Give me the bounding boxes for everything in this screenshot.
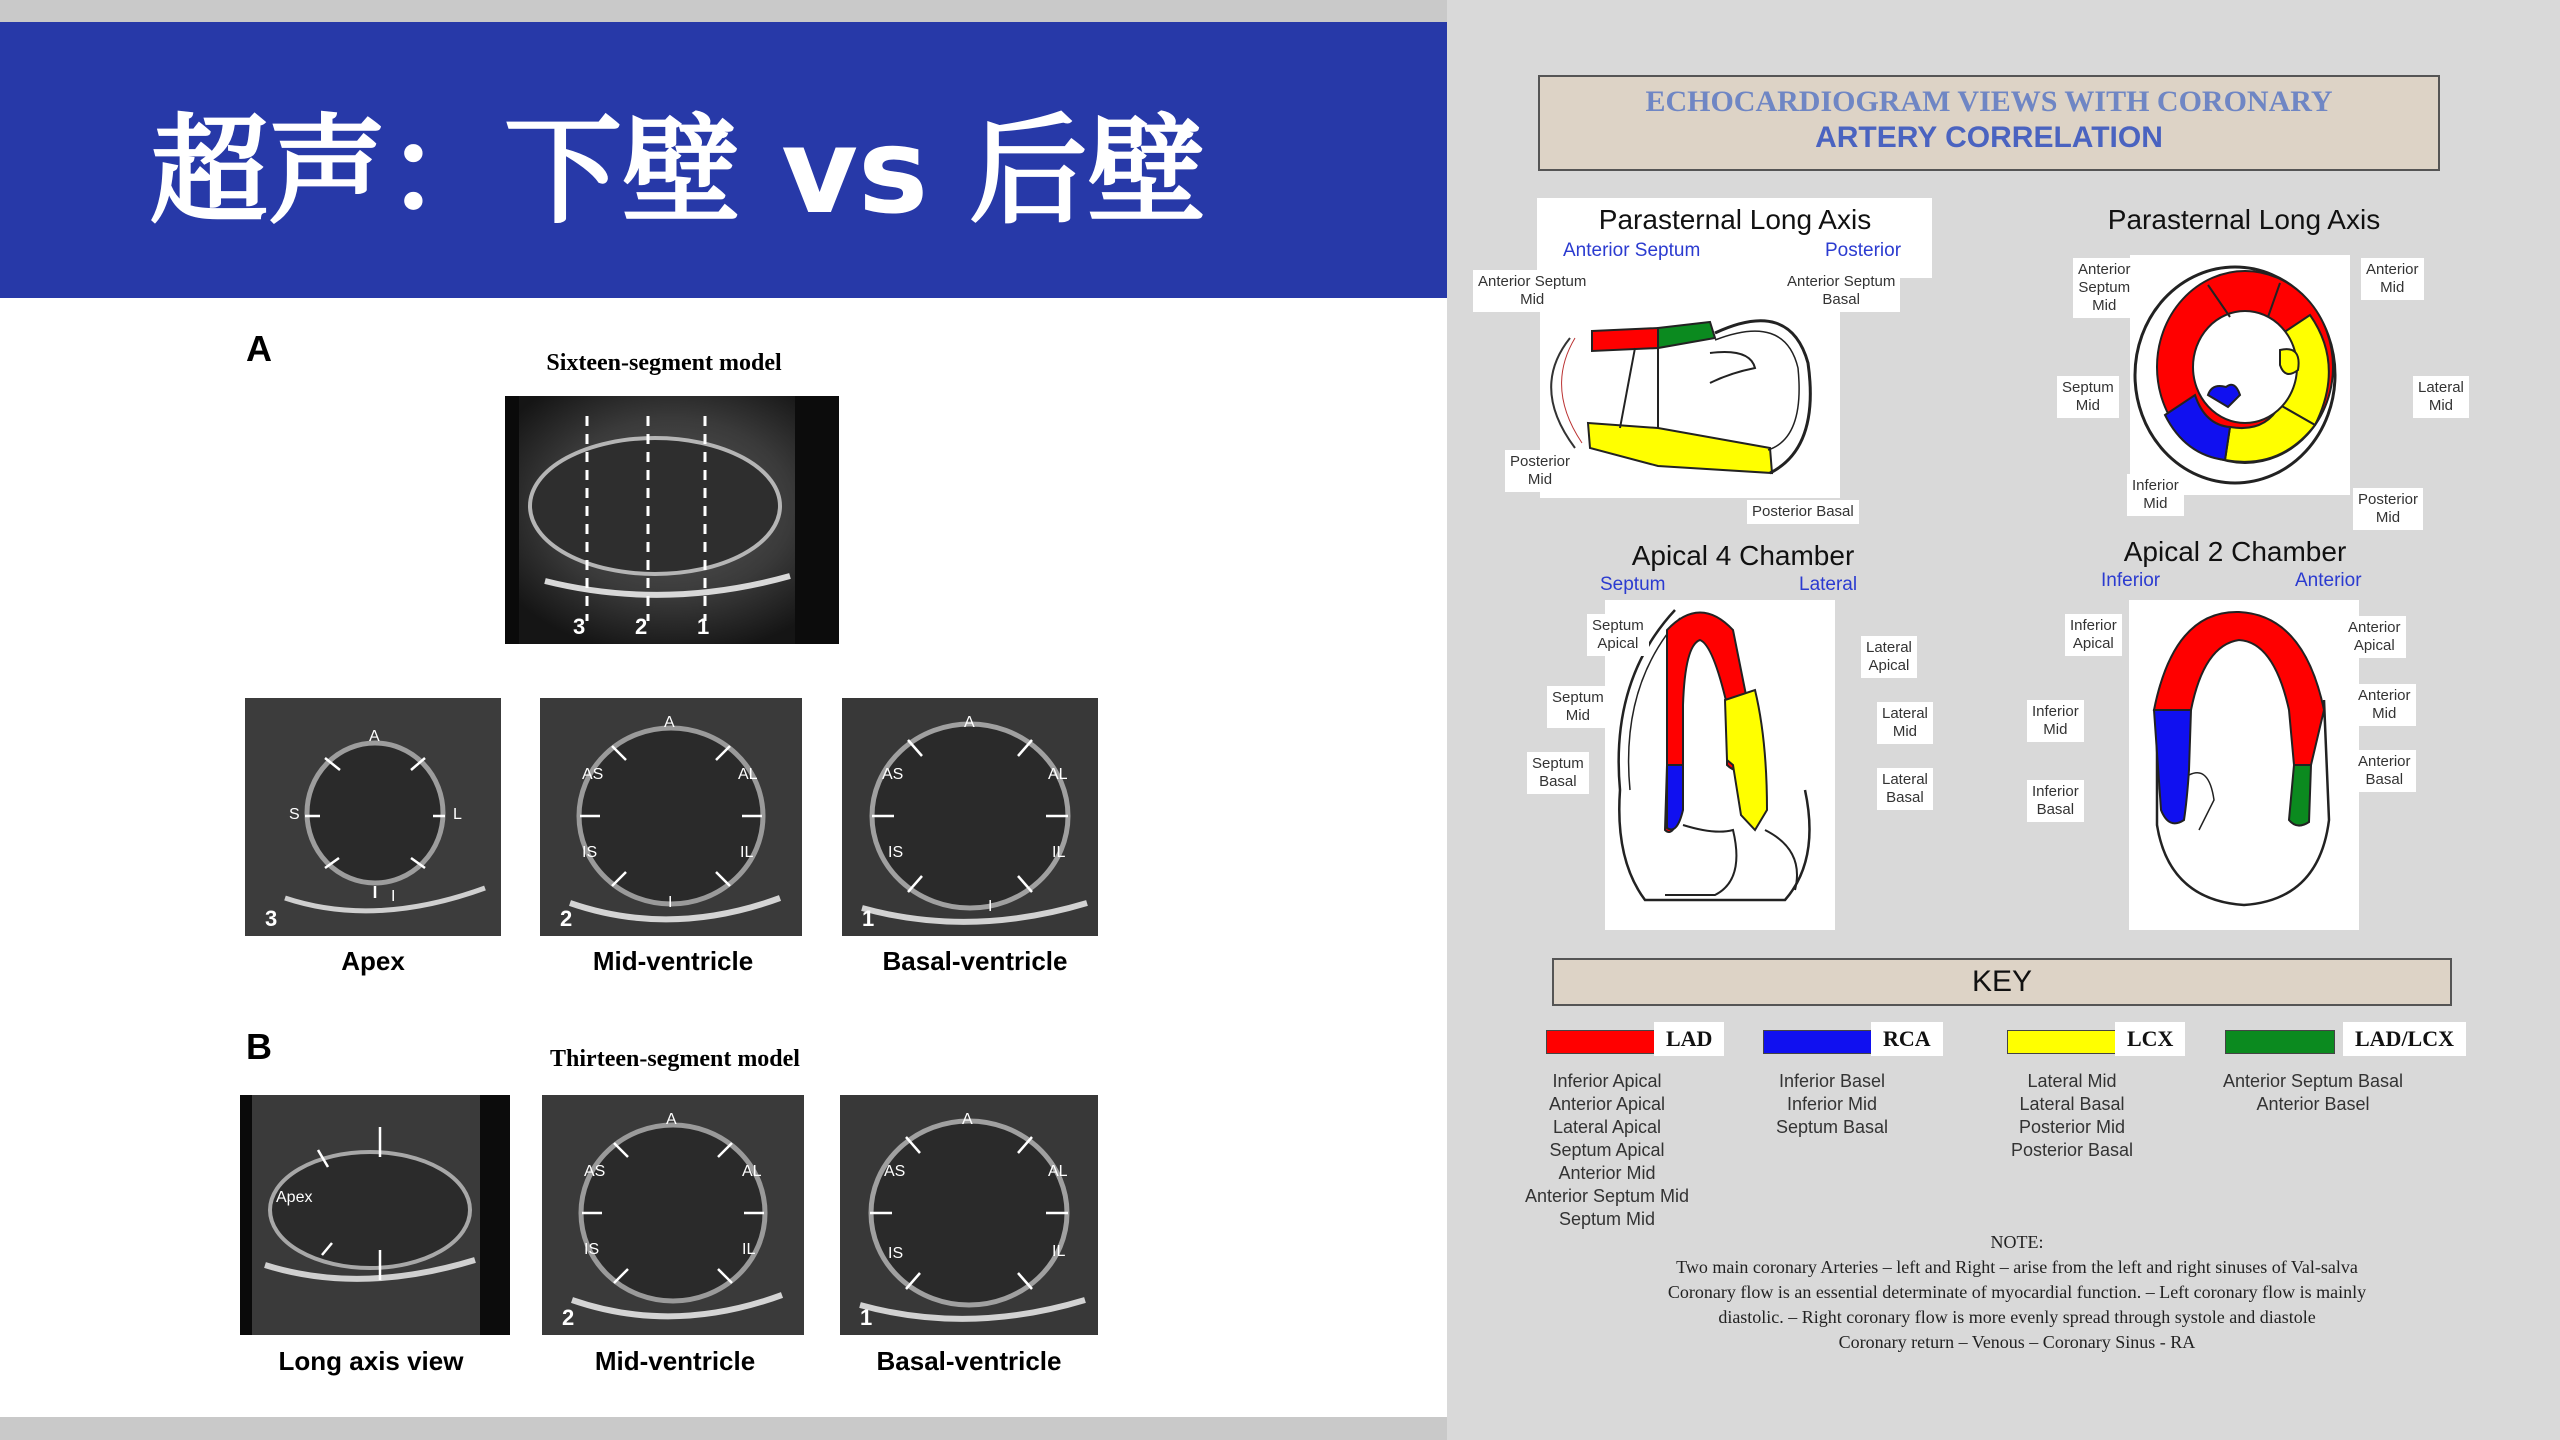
slide-title: 超声：下壁 vs 后壁 — [150, 102, 1206, 240]
basal-b-label-il: IL — [1052, 1243, 1066, 1260]
top-strip — [0, 0, 1447, 22]
a4c-title: Apical 4 Chamber — [1631, 540, 1855, 571]
lcx-segment-list — [1987, 1070, 2157, 1162]
psax-label-ant-sept-mid: Anterior Septum Mid — [2073, 258, 2136, 318]
psax-label-ant-mid: Anterior Mid — [2361, 258, 2424, 300]
note-block — [1587, 1230, 2447, 1355]
lad-segment-list — [1507, 1070, 1707, 1231]
psax-title: Parasternal Long Axis — [2107, 204, 2381, 235]
mid-b-label-is: IS — [584, 1241, 600, 1258]
lad-lcx-swatch — [2225, 1030, 2335, 1054]
apex-number: 3 — [265, 906, 278, 931]
lcx-swatch — [2007, 1030, 2117, 1054]
basal-ventricle-image-a — [842, 698, 1098, 936]
plax-left-tag: Anterior Septum — [1563, 240, 1701, 261]
mid-a-number: 2 — [560, 906, 573, 931]
a2c-label-ant-mid: Anterior Mid — [2353, 684, 2416, 726]
mid-ventricle-caption-b: Mid-ventricle — [594, 1346, 756, 1376]
mid-a-label-i: I — [668, 894, 673, 911]
coronary-correlation-panel — [1447, 0, 2560, 1440]
psax-diagram — [2130, 255, 2350, 495]
note-line3: diastolic. – Right coronary flow is more evenly spread through systole and diastole — [1718, 1307, 2316, 1327]
mid-a-label-as: AS — [582, 766, 604, 783]
long-axis-view-image — [240, 1095, 510, 1335]
sixteen-segment-title: Sixteen-segment model — [546, 350, 782, 376]
echo-segment-figure — [0, 298, 1447, 1417]
basal-a-label-as: AS — [882, 766, 904, 783]
a4c-label-lat-mid: Lateral Mid — [1877, 702, 1933, 744]
mid-b-label-a: A — [666, 1111, 677, 1128]
bottom-strip — [0, 1417, 1447, 1440]
basal-b-label-a: A — [962, 1111, 973, 1128]
rca-key-name: RCA — [1871, 1022, 1943, 1056]
a4c-label-lat-basal: Lateral Basal — [1877, 768, 1933, 810]
a2c-left-tag: Inferior — [2101, 570, 2161, 591]
basal-a-label-al: AL — [1048, 766, 1068, 783]
psax-label-inf-mid: Inferior Mid — [2127, 474, 2184, 516]
apex-label-s: S — [289, 806, 300, 823]
plax-label-ant-sept-basal: Anterior Septum Basal — [1782, 270, 1900, 312]
rca-items: Inferior Basel Inferior Mid Septum Basal — [1775, 1071, 1889, 1137]
long-axis-label-apex: Apex — [276, 1189, 313, 1206]
basal-ventricle-image-b — [840, 1095, 1098, 1335]
long-axis-number-1: 1 — [697, 614, 710, 639]
long-axis-view-caption: Long axis view — [278, 1346, 464, 1376]
long-axis-image-a — [505, 396, 839, 644]
apex-image — [245, 698, 501, 936]
plax-label-ant-sept-mid: Anterior Septum Mid — [1473, 270, 1591, 312]
mid-b-label-as: AS — [584, 1163, 606, 1180]
note-heading: NOTE: — [1990, 1232, 2044, 1252]
section-a-letter: A — [246, 328, 272, 369]
echo-heading-box — [1538, 75, 2440, 171]
a4c-left-tag: Septum — [1600, 574, 1666, 595]
lcx-items: Lateral Mid Lateral Basal Posterior Mid Posterior Basal — [2010, 1071, 2134, 1160]
a2c-label-ant-apical: Anterior Apical — [2343, 616, 2406, 658]
mid-b-label-il: IL — [742, 1241, 756, 1258]
rca-segment-list — [1747, 1070, 1917, 1139]
rca-swatch — [1763, 1030, 1873, 1054]
psax-label-sept-mid: Septum Mid — [2057, 376, 2119, 418]
basal-b-number: 1 — [860, 1305, 873, 1330]
mid-ventricle-image-b — [542, 1095, 804, 1335]
plax-label-post-basal: Posterior Basal — [1747, 500, 1859, 524]
lad-swatch — [1546, 1030, 1656, 1054]
plax-right-tag: Posterior — [1825, 240, 1902, 261]
mid-a-label-il: IL — [740, 844, 754, 861]
lad-lcx-items: Anterior Septum Basal Anterior Basel — [2222, 1071, 2404, 1114]
mid-b-number: 2 — [562, 1305, 575, 1330]
mid-a-label-al: AL — [738, 766, 758, 783]
basal-a-label-il: IL — [1052, 844, 1066, 861]
psax-label-lat-mid: Lateral Mid — [2413, 376, 2469, 418]
a2c-label-inf-mid: Inferior Mid — [2027, 700, 2084, 742]
a4c-right-tag: Lateral — [1799, 574, 1858, 595]
a2c-label-inf-basal: Inferior Basal — [2027, 780, 2084, 822]
basal-ventricle-caption-b: Basal-ventricle — [876, 1346, 1062, 1376]
title-banner — [0, 22, 1447, 298]
basal-a-label-a: A — [964, 714, 975, 731]
basal-b-label-al: AL — [1048, 1163, 1068, 1180]
note-line4: Coronary return – Venous – Coronary Sinus - RA — [1838, 1332, 2196, 1352]
basal-ventricle-caption-a: Basal-ventricle — [882, 946, 1068, 976]
plax-label-post-mid: Posterior Mid — [1505, 450, 1575, 492]
a2c-label-inf-apical: Inferior Apical — [2065, 614, 2122, 656]
mid-b-label-al: AL — [742, 1163, 762, 1180]
a4c-label-sept-mid: Septum Mid — [1547, 686, 1609, 728]
plax-title: Parasternal Long Axis — [1598, 204, 1872, 235]
note-line1: Two main coronary Arteries – left and Right – arise from the left and right sinuses of Val-salva — [1676, 1257, 2358, 1277]
lcx-key-name: LCX — [2115, 1022, 2185, 1056]
a4c-label-sept-basal: Septum Basal — [1527, 752, 1589, 794]
note-line2: Coronary flow is an essential determinate of myocardial function. – Left coronary flow is mainly — [1667, 1282, 2367, 1302]
apex-label-a: A — [369, 728, 380, 745]
psax-label-post-mid: Posterior Mid — [2353, 488, 2423, 530]
long-axis-number-2: 2 — [635, 614, 648, 639]
a2c-right-tag: Anterior — [2295, 570, 2362, 591]
basal-a-number: 1 — [862, 906, 875, 931]
a2c-title: Apical 2 Chamber — [2123, 536, 2347, 567]
apex-caption: Apex — [341, 946, 405, 976]
a2c-label-ant-basal: Anterior Basal — [2353, 750, 2416, 792]
lad-key-name: LAD — [1654, 1022, 1724, 1056]
mid-a-label-is: IS — [582, 844, 598, 861]
apex-label-i: I — [391, 888, 396, 905]
a4c-label-sept-apical: Septum Apical — [1587, 614, 1649, 656]
mid-a-label-a: A — [664, 714, 675, 731]
lad-lcx-key-name: LAD/LCX — [2343, 1022, 2466, 1056]
lad-items: Inferior Apical Anterior Apical Lateral Apical Septum Apical Anterior Mid Anterior Septum Mid Septum Mid — [1524, 1071, 1690, 1229]
thirteen-segment-title: Thirteen-segment model — [550, 1046, 800, 1072]
apex-label-l: L — [453, 806, 462, 823]
basal-b-label-as: AS — [884, 1163, 906, 1180]
basal-a-label-i: I — [988, 898, 993, 915]
lad-lcx-segment-list — [2203, 1070, 2423, 1116]
long-axis-number-3: 3 — [573, 614, 586, 639]
key-heading: KEY — [1552, 958, 2452, 1006]
echo-heading-line2: ARTERY CORRELATION — [1815, 121, 2163, 154]
basal-b-label-is: IS — [888, 1245, 904, 1262]
basal-a-label-is: IS — [888, 844, 904, 861]
section-b-letter: B — [246, 1026, 272, 1067]
mid-ventricle-caption-a: Mid-ventricle — [592, 946, 754, 976]
a4c-label-lat-apical: Lateral Apical — [1861, 636, 1917, 678]
a2c-diagram — [2129, 600, 2359, 930]
echo-heading-line1: ECHOCARDIOGRAM VIEWS WITH CORONARY — [1645, 85, 2333, 118]
mid-ventricle-image-a — [540, 698, 802, 936]
